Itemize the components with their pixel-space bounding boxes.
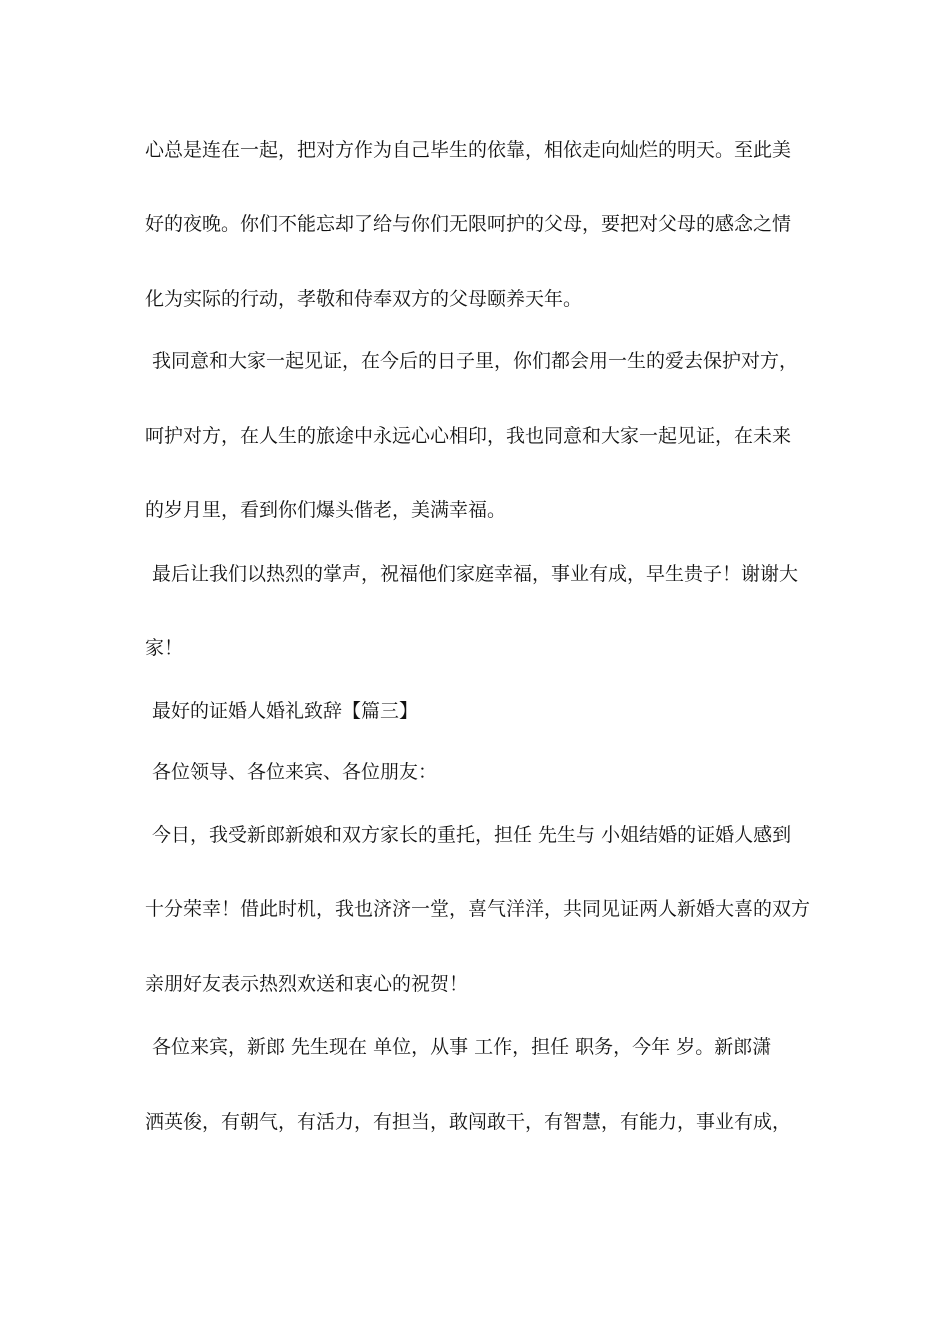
paragraph-start: 各位来宾，新郎 先生现在 单位，从事 工作，担任 职务，今年 岁。新郎潇 bbox=[152, 1036, 772, 1058]
text-line: 十分荣幸！借此时机，我也济济一堂，喜气洋洋，共同见证两人新婚大喜的双方 bbox=[145, 898, 811, 920]
text-line: 好的夜晚。你们不能忘却了给与你们无限呵护的父母，要把对父母的感念之情 bbox=[145, 213, 792, 235]
paragraph-start: 我同意和大家一起见证，在今后的日子里，你们都会用一生的爱去保护对方， bbox=[152, 350, 799, 372]
text-line: 心总是连在一起，把对方作为自己毕生的依靠，相依走向灿烂的明天。至此美 bbox=[145, 139, 792, 161]
text-line: 亲朋好友表示热烈欢送和衷心的祝贺！ bbox=[145, 973, 469, 995]
paragraph-start: 最后让我们以热烈的掌声，祝福他们家庭幸福，事业有成，早生贵子！谢谢大 bbox=[152, 563, 799, 585]
text-line: 家！ bbox=[145, 637, 184, 659]
section-heading: 最好的证婚人婚礼致辞【篇三】 bbox=[152, 700, 419, 722]
text-line: 洒英俊，有朝气，有活力，有担当，敢闯敢干，有智慧，有能力，事业有成， bbox=[145, 1111, 792, 1133]
text-line: 的岁月里，看到你们爆头偕老，美满幸福。 bbox=[145, 499, 507, 521]
text-line: 化为实际的行动，孝敬和侍奉双方的父母颐养天年。 bbox=[145, 288, 583, 310]
text-line: 呵护对方，在人生的旅途中永远心心相印，我也同意和大家一起见证，在未来 bbox=[145, 425, 792, 447]
salutation: 各位领导、各位来宾、各位朋友： bbox=[152, 761, 438, 783]
paragraph-start: 今日，我受新郎新娘和双方家长的重托，担任 先生与 小姐结婚的证婚人感到 bbox=[152, 824, 792, 846]
